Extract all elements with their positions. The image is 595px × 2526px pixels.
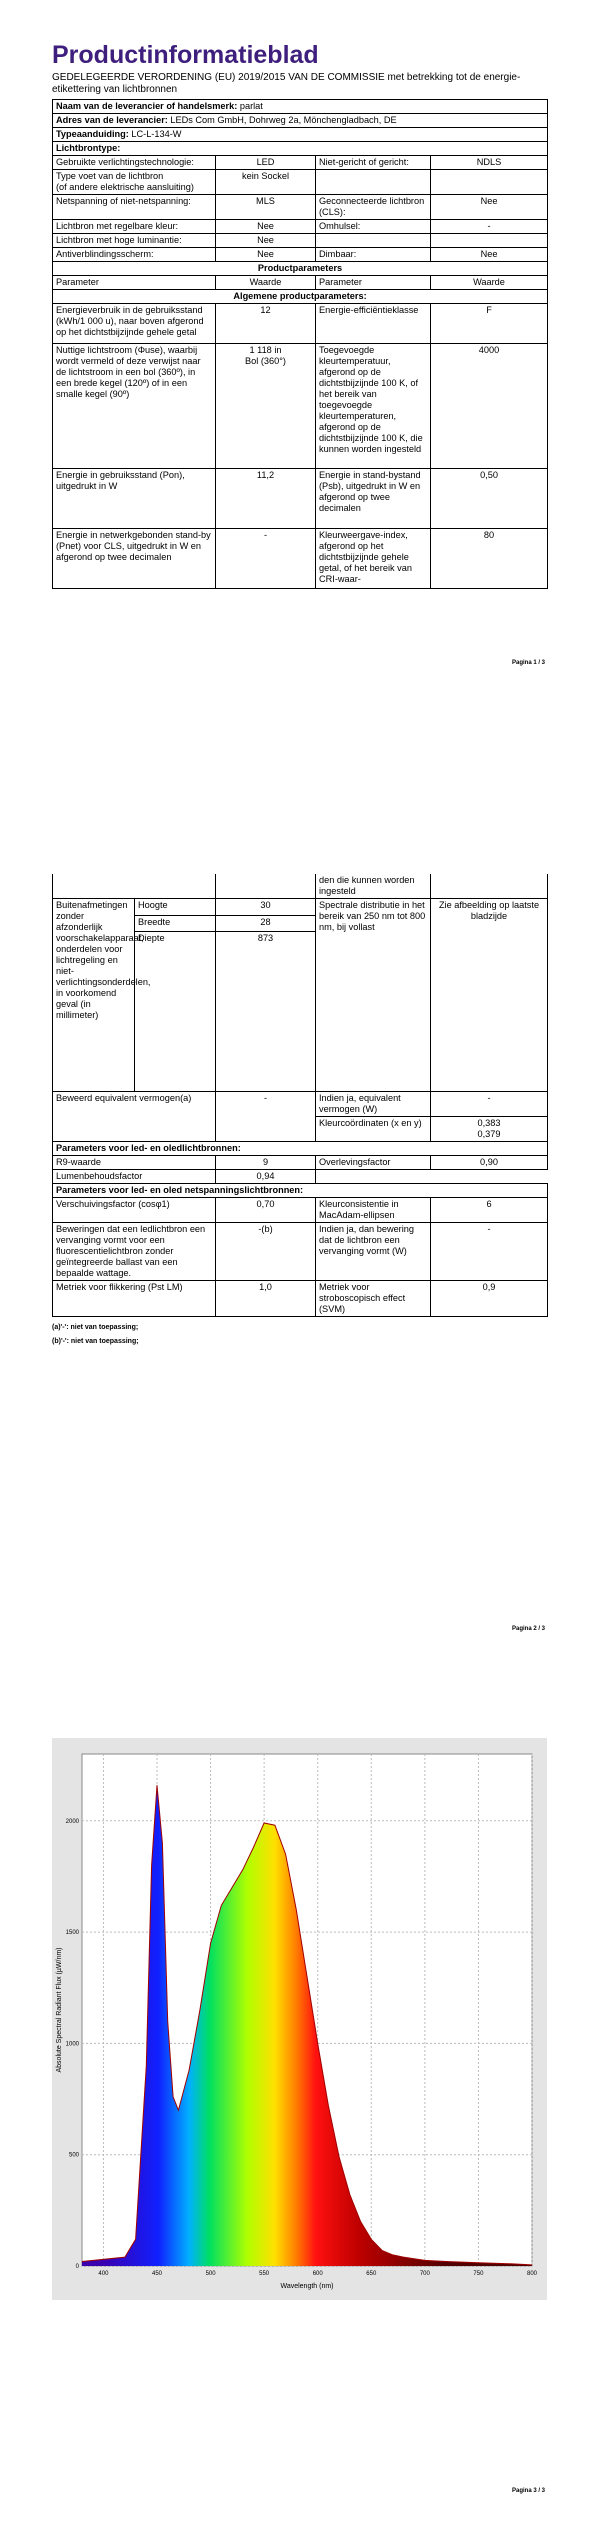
x-tick-label: 500 — [205, 2271, 216, 2277]
dim-depth-value: 873 — [216, 932, 316, 1092]
x-tick-label: 400 — [98, 2271, 109, 2277]
param-value: kein Sockel — [216, 170, 316, 195]
table-row — [53, 234, 548, 248]
param-value-2 — [431, 170, 548, 195]
param-label: Gebruikte verlichtingstechnologie: — [53, 156, 216, 170]
y-tick-label: 0 — [75, 2264, 79, 2270]
page-2 — [0, 870, 595, 1730]
svm-label: Metriek voor stroboscopisch effect (SVM) — [316, 1281, 431, 1317]
model-row — [53, 128, 548, 142]
replace-claim-value: - — [431, 1223, 548, 1281]
param-label: Lichtbron met hoge luminantie: — [53, 234, 216, 248]
param-value-2 — [431, 234, 548, 248]
param-value: 11,2 — [216, 469, 316, 529]
param-value-2: NDLS — [431, 156, 548, 170]
param-value-2: 4000 — [431, 344, 548, 469]
r9-value: 9 — [216, 1156, 316, 1170]
param-value-2: Nee — [431, 195, 548, 220]
col-header-value-2: Waarde — [431, 276, 548, 290]
address-row — [53, 114, 548, 128]
svm-value: 0,9 — [431, 1281, 548, 1317]
dim-width-label: Breedte — [135, 915, 216, 932]
footnote-a: (a)'-': niet van toepassing; — [52, 1324, 139, 1331]
r9-label: R9-waarde — [53, 1156, 216, 1170]
cos-phi-label: Verschuivingsfactor (cosφ1) — [53, 1198, 216, 1223]
document-title: Productinformatieblad — [52, 41, 319, 69]
address-label: Adres van de leverancier: — [56, 115, 168, 125]
supplier-value: parlat — [239, 101, 263, 111]
claimed-power-value: - — [216, 1092, 316, 1142]
dimensions-label: Buitenafmetingen zonder afzonderlijk voorschakelapparaat, onderdelen voor lichtregeling en niet-verlichtingsonderdelen, in voorkomend geval (in millimeter) — [53, 899, 135, 1092]
spectrum-chart — [52, 1738, 547, 2300]
param-value-2: F — [431, 304, 548, 344]
param-value: - — [216, 529, 316, 589]
survival-value: 0,90 — [431, 1156, 548, 1170]
col-header-parameter-2: Parameter — [316, 276, 431, 290]
table-row — [53, 469, 548, 529]
macadam-value: 6 — [431, 1198, 548, 1223]
col-header-parameter: Parameter — [53, 276, 216, 290]
dim-depth-label: Diepte — [135, 932, 216, 1092]
param-label-2: Toegevoegde kleurtemperatuur, afgerond op de dichtstbijzijnde 100 K, of het bereik van toegevoegde kleurtemperaturen, afgerond op de dichtstbijzijnde 100 K, die kunnen worden ingesteld — [316, 344, 431, 469]
dim-height-value: 30 — [216, 899, 316, 916]
param-label: Nuttige lichtstroom (Φuse), waarbij wordt vermeld of deze verwijst naar de lichtstroom in een bol (360º), in een brede kegel (120º) of in een smalle kegel (90º) — [53, 344, 216, 469]
x-axis-label: Wavelength (nm) — [280, 2283, 334, 2290]
param-label-2: Kleurweergave-index, afgerond op het dichtstbijzijnde gehele getal, of het bereik van CRI-waar- — [316, 529, 431, 589]
equiv-power-value: - — [431, 1092, 548, 1117]
col-header-value: Waarde — [216, 276, 316, 290]
macadam-label: Kleurconsistentie in MacAdam-ellipsen — [316, 1198, 431, 1223]
table-row — [53, 220, 548, 234]
page-number-2: Pagina 2 / 3 — [511, 1626, 545, 1632]
param-label: Lichtbron met regelbare kleur: — [53, 220, 216, 234]
info-table — [52, 99, 548, 589]
x-tick-label: 750 — [473, 2271, 484, 2277]
page-1 — [0, 0, 595, 870]
param-value: MLS — [216, 195, 316, 220]
chroma-x: 0,383 — [477, 1118, 501, 1128]
x-tick-label: 600 — [312, 2271, 323, 2277]
chromaticity-label: Kleurcoördinaten (x en y) — [316, 1117, 431, 1142]
dim-height-label: Hoogte — [135, 899, 216, 916]
productparameters-heading: Productparameters — [53, 262, 548, 276]
general-params-heading: Algemene productparameters: — [53, 290, 548, 304]
footnote-b: (b)'-': niet van toepassing; — [52, 1338, 139, 1345]
param-value-2: Nee — [431, 248, 548, 262]
table-row — [53, 344, 548, 469]
fluor-replace-label: Beweringen dat een ledlichtbron een vervanging vormt voor een fluorescentielichtbron zonder geïntegreerde ballast van een bepaalde wattage. — [53, 1223, 216, 1281]
y-tick-label: 500 — [68, 2152, 79, 2159]
pst-value: 1,0 — [216, 1281, 316, 1317]
info-table-continued — [52, 874, 548, 1317]
param-label: Antiverblindingsscherm: — [53, 248, 216, 262]
param-value: Nee — [216, 220, 316, 234]
param-value-2: 80 — [431, 529, 548, 589]
survival-label: Overlevingsfactor — [316, 1156, 431, 1170]
spectrum-svg — [52, 1738, 547, 2300]
cos-phi-value: 0,70 — [216, 1198, 316, 1223]
replace-claim-label: Indien ja, dan bewering dat de lichtbron een vervanging vormt (W) — [316, 1223, 431, 1281]
param-label-2: Geconnecteerde lichtbron (CLS): — [316, 195, 431, 220]
param-label-2: Energie-efficiëntieklasse — [316, 304, 431, 344]
mls-params-heading: Parameters voor led- en oled netspanningslichtbronnen: — [53, 1184, 548, 1198]
lichtbrontype-heading: Lichtbrontype: — [53, 142, 548, 156]
table-row — [53, 529, 548, 589]
x-tick-label: 450 — [151, 2271, 163, 2277]
param-value: LED — [216, 156, 316, 170]
param-value: Nee — [216, 248, 316, 262]
supplier-label: Naam van de leverancier of handelsmerk: — [56, 101, 238, 111]
param-label-2: Omhulsel: — [316, 220, 431, 234]
page-number-1: Pagina 1 / 3 — [511, 660, 545, 666]
model-value: LC-L-134-W — [131, 129, 182, 139]
table-row — [53, 195, 548, 220]
y-tick-label: 2000 — [65, 1818, 79, 1825]
y-tick-label: 1500 — [65, 1930, 79, 1937]
led-params-heading: Parameters voor led- en oledlichtbronnen: — [53, 1142, 548, 1156]
table-row — [53, 248, 548, 262]
x-tick-label: 650 — [366, 2271, 377, 2277]
param-label-2: Niet-gericht of gericht: — [316, 156, 431, 170]
claimed-power-label: Beweerd equivalent vermogen(a) — [53, 1092, 216, 1142]
cri-continued: den die kunnen worden ingesteld — [316, 874, 431, 899]
param-value: Nee — [216, 234, 316, 248]
param-value: 12 — [216, 304, 316, 344]
x-tick-label: 700 — [419, 2271, 430, 2277]
param-label: Type voet van de lichtbron (of andere elektrische aansluiting) — [53, 170, 216, 195]
param-label: Energie in gebruiksstand (Pon), uitgedrukt in W — [53, 469, 216, 529]
param-label-2: Energie in stand-bystand (Psb), uitgedrukt in W en afgerond op twee decimalen — [316, 469, 431, 529]
document-subtitle: GEDELEGEERDE VERORDENING (EU) 2019/2015 VAN DE COMMISSIE met betrekking tot de energie-etikettering van lichtbronnen — [52, 72, 521, 95]
table-row — [53, 156, 548, 170]
param-label: Energieverbruik in de gebruiksstand (kWh/1 000 u), naar boven afgerond op het dichtstbijzijnde gehele getal — [53, 304, 216, 344]
table-row — [53, 304, 548, 344]
spectral-value: Zie afbeelding op laatste bladzijde — [431, 899, 548, 1092]
dim-width-value: 28 — [216, 915, 316, 932]
pst-label: Metriek voor flikkering (Pst LM) — [53, 1281, 216, 1317]
param-label: Energie in netwerkgebonden stand-by (Pnet) voor CLS, uitgedrukt in W en afgerond op twee decimalen — [53, 529, 216, 589]
address-value: LEDs Com GmbH, Dohrweg 2a, Mönchengladbach, DE — [170, 115, 397, 125]
param-label-2: Dimbaar: — [316, 248, 431, 262]
param-value: 1 118 in Bol (360°) — [216, 344, 316, 469]
y-tick-label: 1000 — [65, 2041, 79, 2048]
fluor-replace-value: -(b) — [216, 1223, 316, 1281]
x-tick-label: 550 — [259, 2271, 270, 2277]
param-label-2 — [316, 170, 431, 195]
chroma-y: 0,379 — [477, 1129, 501, 1139]
lumen-maint-label: Lumenbehoudsfactor — [53, 1170, 216, 1184]
param-value-2: 0,50 — [431, 469, 548, 529]
table-row — [53, 170, 548, 195]
param-label-2 — [316, 234, 431, 248]
supplier-row — [53, 100, 548, 114]
param-label: Netspanning of niet-netspanning: — [53, 195, 216, 220]
lumen-maint-value: 0,94 — [216, 1170, 316, 1184]
model-label: Typeaanduiding: — [56, 129, 129, 139]
x-tick-label: 800 — [526, 2271, 538, 2277]
spectral-label: Spectrale distributie in het bereik van 250 nm tot 800 nm, bij vollast — [316, 899, 431, 1092]
chromaticity-value — [431, 1117, 548, 1142]
param-value-2: - — [431, 220, 548, 234]
y-axis-label: Absolute Spectral Radiant Flux (µW/nm) — [56, 1947, 63, 2073]
page-number-3: Pagina 3 / 3 — [511, 2488, 545, 2494]
equiv-power-label: Indien ja, equivalent vermogen (W) — [316, 1092, 431, 1117]
